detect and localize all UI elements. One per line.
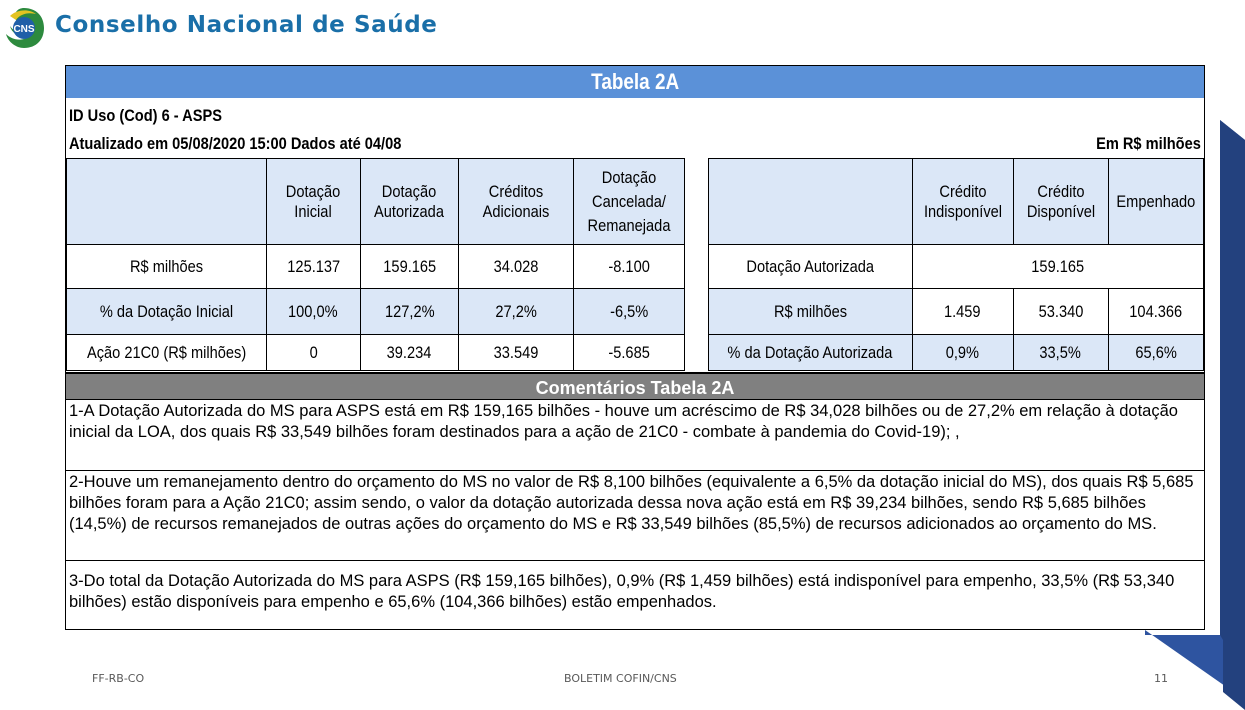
header-dotacao-autorizada: Dotação Autorizada xyxy=(361,159,459,245)
table-container xyxy=(65,65,1205,630)
table-row xyxy=(67,335,685,371)
cell: 0,9% xyxy=(912,335,1013,371)
header-credito-disponivel: Crédito Disponível xyxy=(1013,159,1108,245)
cell: -5.685 xyxy=(573,335,684,371)
row-label: Dotação Autorizada xyxy=(709,245,913,289)
header-empenhado: Empenhado xyxy=(1108,159,1203,245)
cell: 104.366 xyxy=(1108,289,1203,335)
cell: 127,2% xyxy=(361,289,459,335)
table-row xyxy=(67,289,685,335)
cell: 159.165 xyxy=(361,245,459,289)
footer-center: BOLETIM COFIN/CNS xyxy=(564,672,677,685)
row-label: R$ milhões xyxy=(67,245,267,289)
row-label: % da Dotação Inicial xyxy=(67,289,267,335)
table-row xyxy=(709,335,1204,371)
cell: 39.234 xyxy=(361,335,459,371)
logo-text: CNS xyxy=(13,24,35,35)
table-row xyxy=(709,245,1204,289)
table-title: Tabela 2A xyxy=(591,69,679,94)
row-label: % da Dotação Autorizada xyxy=(709,335,913,371)
comment-1: 1-A Dotação Autorizada do MS para ASPS está em R$ 159,165 bilhões - houve um acréscimo de R$ 34,028 bilhões ou de 27,2% em relação à dotação inicial da LOA, dos quais R$ 33,549 bilhões foram destinados para a ação de 21C0 - combate à pandemia do Covid-19); , xyxy=(66,401,1204,471)
cell: 27,2% xyxy=(458,289,573,335)
cell: 159.165 xyxy=(912,245,1203,289)
footer-left: FF-RB-CO xyxy=(92,672,145,685)
row-label: R$ milhões xyxy=(709,289,913,335)
row-label: Ação 21C0 (R$ milhões) xyxy=(67,335,267,371)
cell: 0 xyxy=(266,335,361,371)
cell: 53.340 xyxy=(1013,289,1108,335)
unit-label: Em R$ milhões xyxy=(1096,134,1201,153)
cell: 34.028 xyxy=(458,245,573,289)
cell: 33,5% xyxy=(1013,335,1108,371)
cell: 1.459 xyxy=(912,289,1013,335)
cell: 65,6% xyxy=(1108,335,1203,371)
header-cell-empty xyxy=(709,159,913,245)
header-creditos-adicionais: Créditos Adicionais xyxy=(458,159,573,245)
header-cell-empty xyxy=(67,159,267,245)
cell: -8.100 xyxy=(573,245,684,289)
table-title-bar xyxy=(66,66,1204,98)
cell: -6,5% xyxy=(573,289,684,335)
credit-table xyxy=(708,158,1204,371)
page-header xyxy=(0,0,600,56)
comments-title: Comentários Tabela 2A xyxy=(66,372,1204,400)
page-number: 11 xyxy=(1154,672,1168,685)
cell: 33.549 xyxy=(458,335,573,371)
comment-2: 2-Houve um remanejamento dentro do orçamento do MS no valor de R$ 8,100 bilhões (equivalente a 6,5% da dotação inicial do MS), dos quais R$ 5,685 bilhões foram para a Ação 21C0; assim sendo, o valor da dotação autorizada dessa nova ação está em R$ 39,234 bilhões, sendo R$ 5,685 bilhões (14,5%) de recursos remanejados de outras ações do orçamento do MS e R$ 33,549 bilhões (85,5%) de recursos adicionados ao orçamento do MS. xyxy=(66,472,1204,561)
table-row xyxy=(709,289,1204,335)
org-name: Conselho Nacional de Saúde xyxy=(55,12,438,38)
updated-line: Atualizado em 05/08/2020 15:00 Dados até 04/08 xyxy=(69,134,402,153)
cell: 125.137 xyxy=(266,245,361,289)
comment-3: 3-Do total da Dotação Autorizada do MS para ASPS (R$ 159,165 bilhões), 0,9% (R$ 1,459 bilhões) está indisponível para empenho, 33,5% (R$ 53,340 bilhões) estão disponíveis para empenho e 65,6% (104,366 bilhões) estão empenhados. xyxy=(69,572,1175,611)
budget-table xyxy=(66,158,685,371)
header-credito-indisponivel: Crédito Indisponível xyxy=(912,159,1013,245)
id-line: ID Uso (Cod) 6 - ASPS xyxy=(69,106,222,125)
header-dotacao-inicial: Dotação Inicial xyxy=(266,159,361,245)
table-row xyxy=(67,245,685,289)
header-dotacao-cancelada: Dotação Cancelada/ Remanejada xyxy=(573,159,684,245)
cell: 100,0% xyxy=(266,289,361,335)
cns-logo xyxy=(2,6,46,50)
